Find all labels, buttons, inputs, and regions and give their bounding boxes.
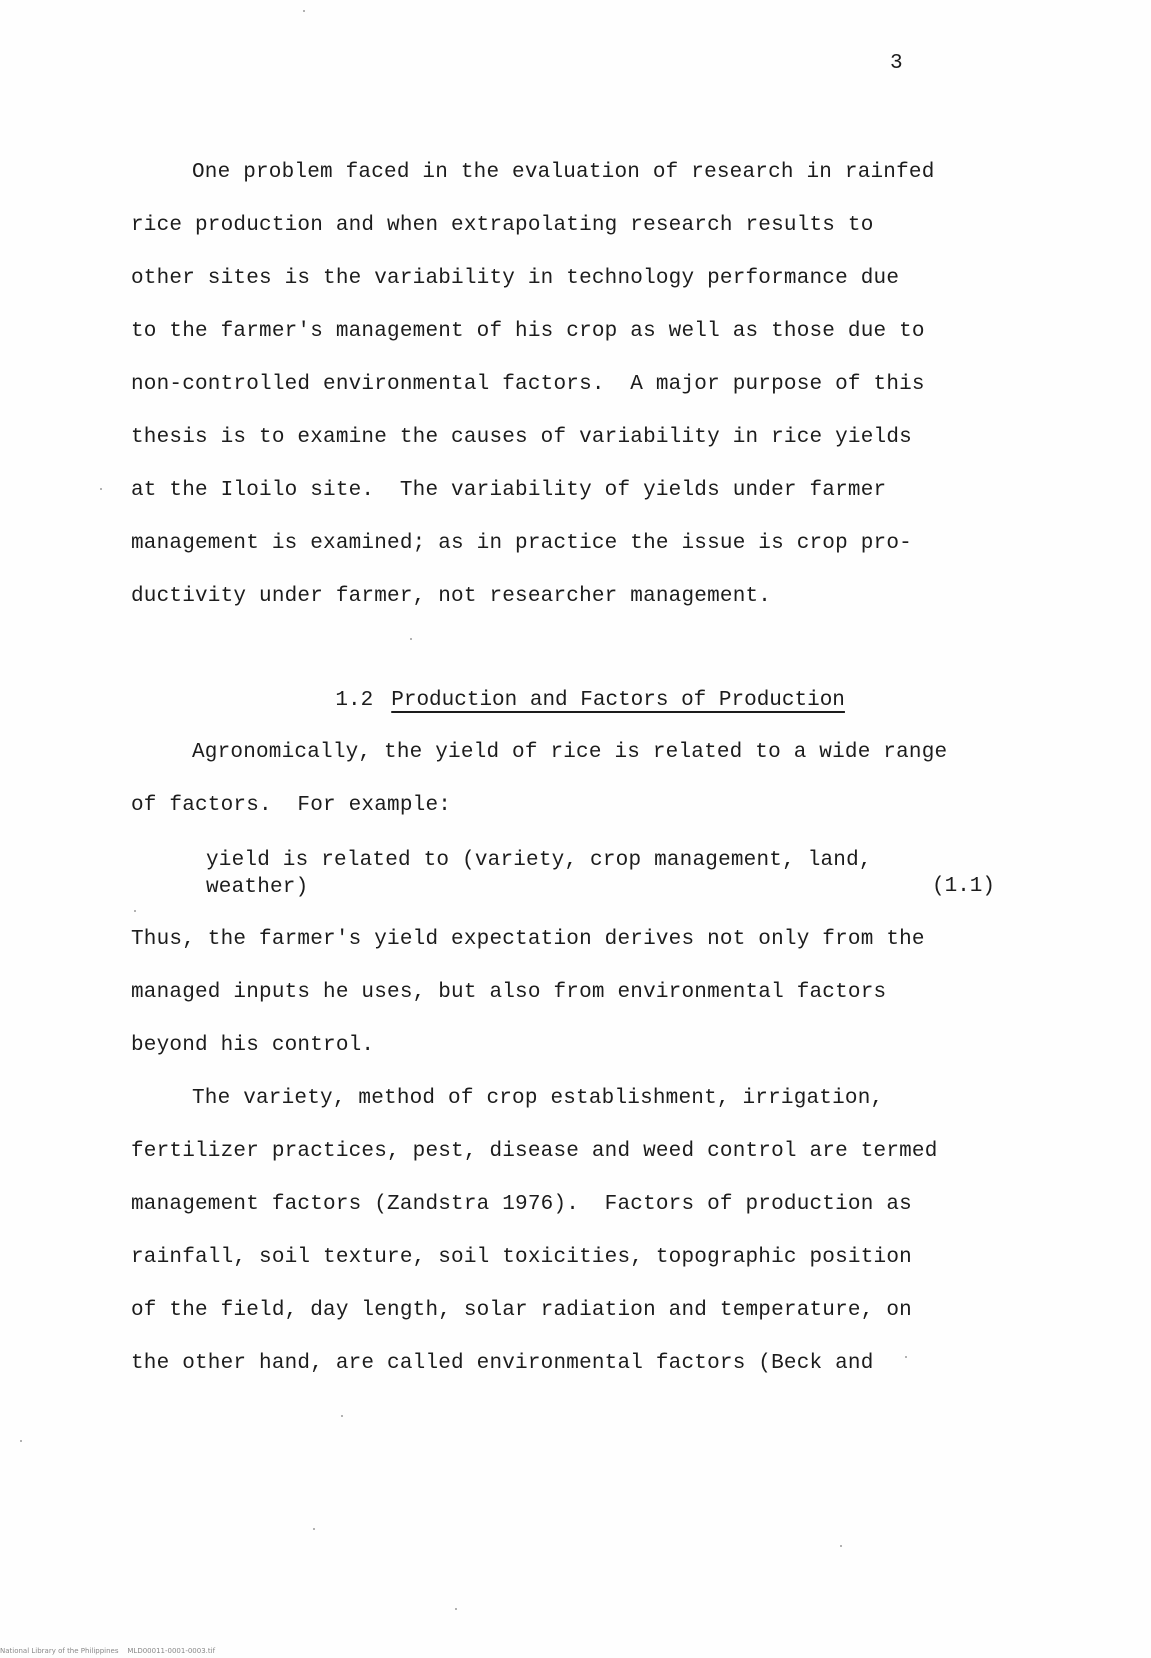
paragraph-1-line: rice production and when extrapolating research results to (131, 214, 874, 237)
scan-footer: National Library of the Philippines MLD00011-0001-0003.tif (0, 1647, 216, 1655)
section-number: 1.2 (335, 689, 374, 712)
paragraph-4-line: rainfall, soil texture, soil toxicities, topographic position (131, 1246, 912, 1269)
scan-speck (840, 1545, 842, 1547)
scan-speck (341, 1415, 343, 1417)
paragraph-1-line: One problem faced in the evaluation of research in rainfed (192, 161, 935, 184)
scan-speck (100, 488, 102, 490)
section-title: Production and Factors of Production (391, 689, 845, 712)
equation-line: yield is related to (variety, crop management, land, (206, 849, 872, 872)
scan-speck (303, 10, 305, 12)
section-heading (285, 662, 845, 740)
equation-line: weather) (206, 876, 309, 899)
paragraph-1-line: at the Iloilo site. The variability of yields under farmer (131, 479, 887, 502)
paragraph-4-line: fertilizer practices, pest, disease and weed control are termed (131, 1140, 938, 1163)
paragraph-4-line: the other hand, are called environmental factors (Beck and (131, 1352, 874, 1375)
paragraph-1-line: ductivity under farmer, not researcher management. (131, 585, 772, 608)
paragraph-1-line: management is examined; as in practice the issue is crop pro- (131, 532, 912, 555)
paragraph-1-line: non-controlled environmental factors. A major purpose of this (131, 373, 925, 396)
paragraph-3-line: Thus, the farmer's yield expectation derives not only from the (131, 928, 925, 951)
paragraph-4-line: of the field, day length, solar radiation and temperature, on (131, 1299, 912, 1322)
paragraph-1-line: other sites is the variability in technology performance due (131, 267, 900, 290)
paragraph-2-line: of factors. For example: (131, 794, 452, 817)
scan-speck (20, 1440, 22, 1442)
paragraph-2-line: Agronomically, the yield of rice is related to a wide range (192, 741, 948, 764)
scan-speck (134, 910, 136, 912)
scan-speck (455, 1608, 457, 1610)
paragraph-3-line: managed inputs he uses, but also from environmental factors (131, 981, 887, 1004)
equation-number: (1.1) (932, 875, 996, 898)
paragraph-1-line: thesis is to examine the causes of variability in rice yields (131, 426, 912, 449)
scan-speck (410, 638, 412, 640)
paragraph-4-line: management factors (Zandstra 1976). Factors of production as (131, 1193, 912, 1216)
paragraph-1-line: to the farmer's management of his crop as well as those due to (131, 320, 925, 343)
scan-speck (313, 1528, 315, 1530)
paragraph-4-line: The variety, method of crop establishment, irrigation, (192, 1087, 884, 1110)
scan-speck (905, 1356, 907, 1358)
page-number: 3 (890, 52, 903, 75)
paragraph-3-line: beyond his control. (131, 1034, 375, 1057)
